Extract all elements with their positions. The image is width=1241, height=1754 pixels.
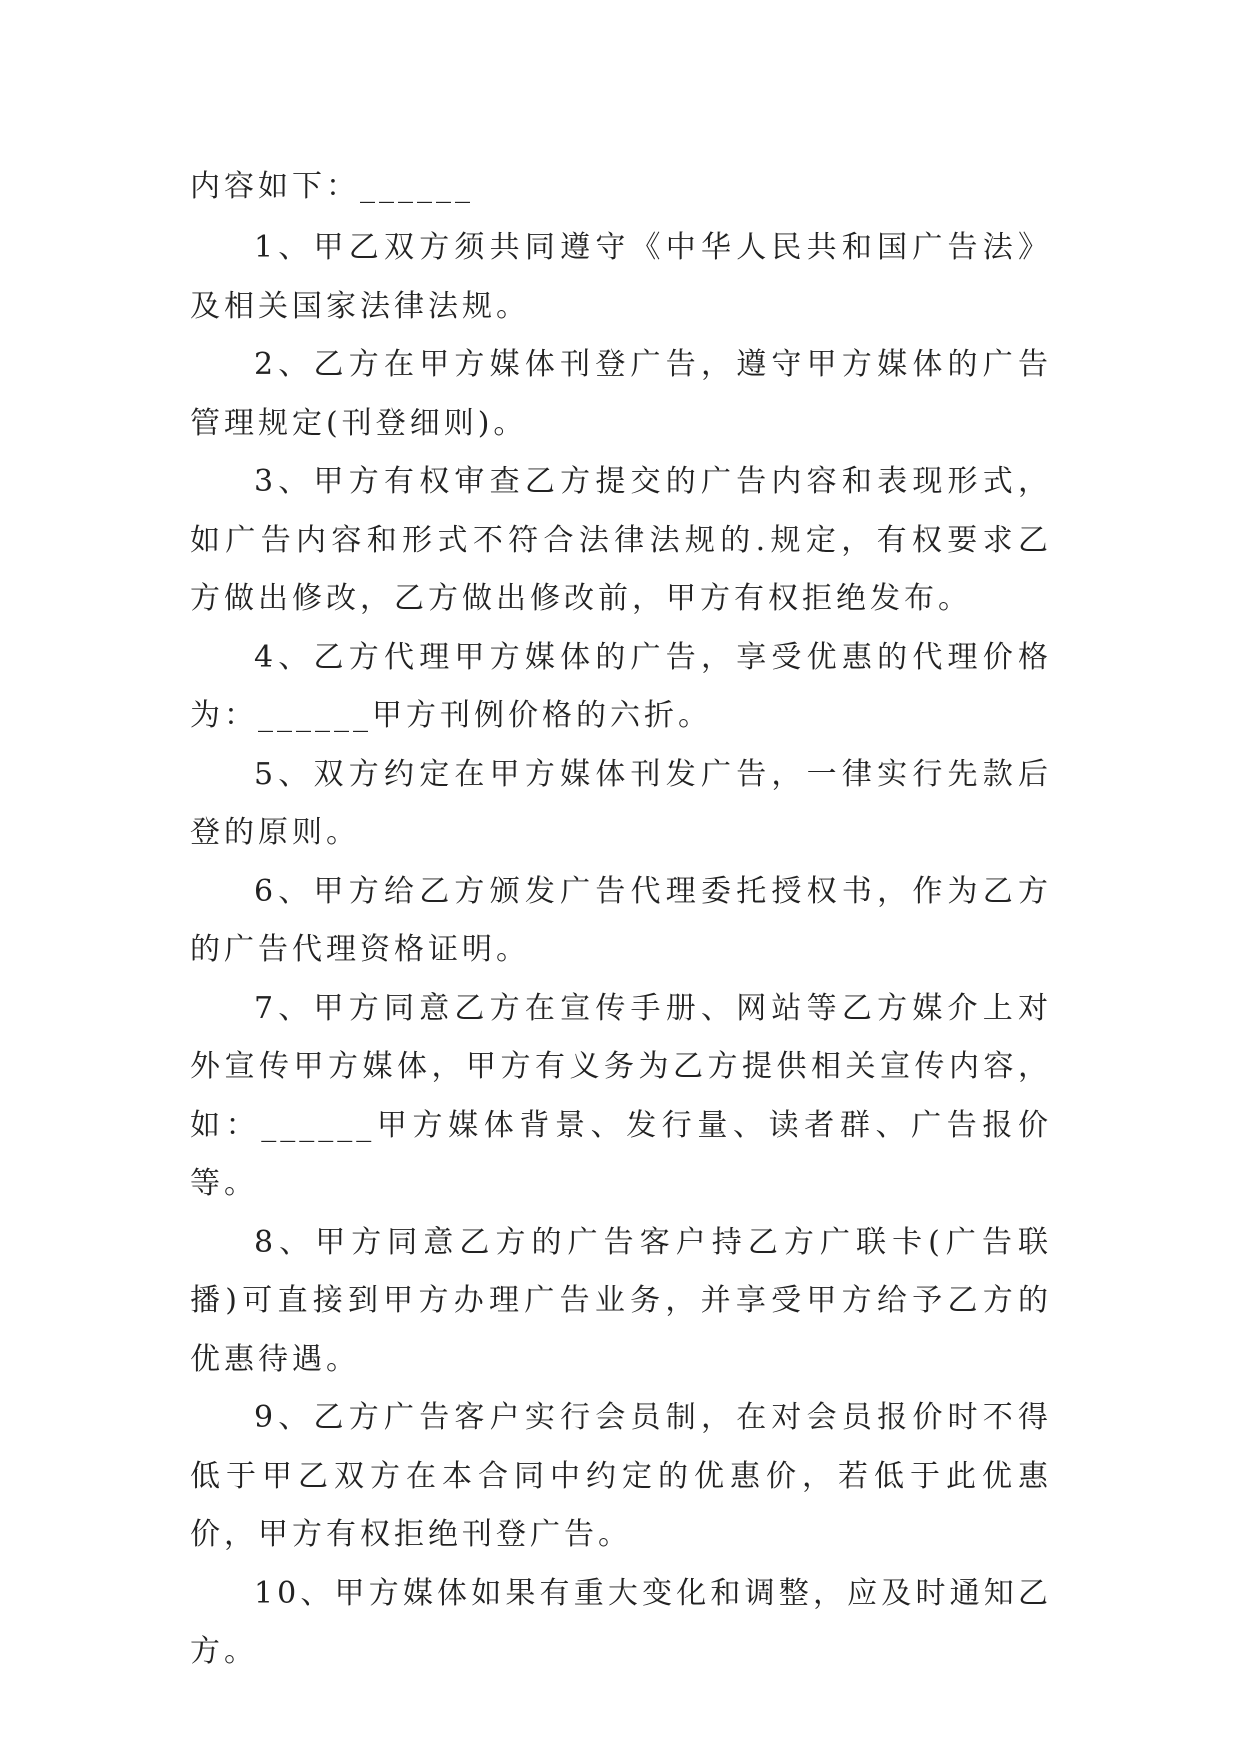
clause-3: 3、甲方有权审查乙方提交的广告内容和表现形式，如广告内容和形式不符合法律法规的.规定，有权要求乙方做出修改，乙方做出修改前，甲方有权拒绝发布。 — [190, 464, 1052, 616]
clause-9: 9、乙方广告客户实行会员制，在对会员报价时不得低于甲乙双方在本合同中约定的优惠价，若低于此优惠价，甲方有权拒绝刊登广告。 — [190, 1400, 1052, 1552]
intro-line: 内容如下：______ — [190, 169, 474, 204]
clause-5: 5、双方约定在甲方媒体刊发广告，一律实行先款后登的原则。 — [190, 756, 1052, 850]
clause-7: 7、甲方同意乙方在宣传手册、网站等乙方媒介上对外宣传甲方媒体，甲方有义务为乙方提供相关宣传内容，如：______甲方媒体背景、发行量、读者群、广告报价等。 — [190, 990, 1052, 1201]
clause-4: 4、乙方代理甲方媒体的广告，享受优惠的代理价格为：______甲方刊例价格的六折。 — [190, 639, 1052, 733]
clause-1: 1、甲乙双方须共同遵守《中华人民共和国广告法》及相关国家法律法规。 — [190, 230, 1052, 324]
clause-2: 2、乙方在甲方媒体刊登广告，遵守甲方媒体的广告管理规定(刊登细则)。 — [190, 347, 1052, 441]
clause-8: 8、甲方同意乙方的广告客户持乙方广联卡(广告联播)可直接到甲方办理广告业务，并享受甲方给予乙方的优惠待遇。 — [190, 1224, 1052, 1377]
document-page — [190, 155, 1052, 1682]
clause-6: 6、甲方给乙方颁发广告代理委托授权书，作为乙方的广告代理资格证明。 — [190, 873, 1052, 967]
clause-10: 10、甲方媒体如果有重大变化和调整，应及时通知乙方。 — [190, 1575, 1052, 1669]
